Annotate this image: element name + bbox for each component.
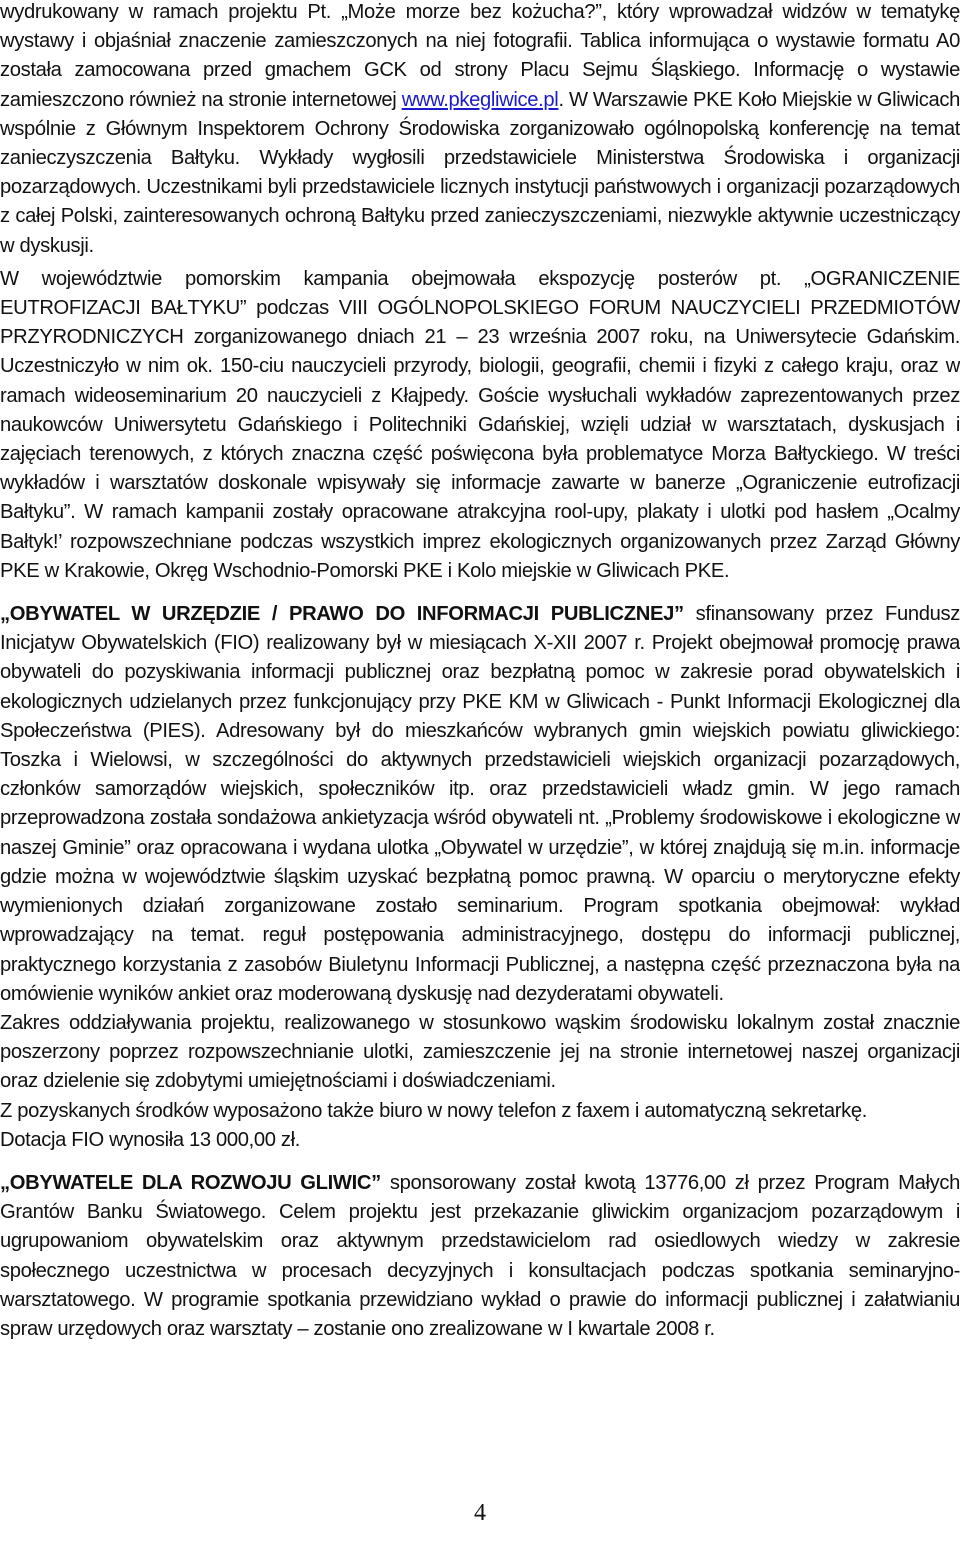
page-number: 4 <box>474 1500 486 1526</box>
paragraph-exhibition <box>0 0 960 261</box>
paragraph-text: sfinansowany przez Fundusz Inicjatyw Obywatelskich (FIO) realizowany był w miesiącach X-XII 2007 r. Projekt obejmował promocję prawa obywateli do pozyskiwania informacji publicznej oraz bezpłatną pomoc w zakresie porad obywatelskich i ekologicznych udzielanych przez funkcjonujący przy PKE KM w Gliwicach - Punkt Informacji Ekologicznej dla Społeczeństwa (PIES). Adresowany był do mieszkańców wybranych gmin wiejskich powiatu gliwickiego: Toszka i Wielowsi, w szczególności do aktywnych przedstawicieli wiejskich organizacji pozarządowych, członków samorządów wiejskich, społeczników itp. oraz przedstawicieli władz gmin. W jego ramach przeprowadzona została sondażowa ankietyzacja wśród obywateli nt. „Problemy środowiskowe i ekologiczne w naszej Gminie” oraz opracowana i wydana ulotka „Obywatel w urzędzie”, w której znajdują się m.in. informacje gdzie można w województwie śląskim uzyskać bezpłatną pomoc prawną. W oparciu o merytoryczne efekty wymienionych działań zorganizowane zostało seminarium. Program spotkania obejmował: wykład wprowadzający na temat. reguł postępowania administracyjnego, dostępu do informacji publicznej, praktycznego korzystania z zasobów Biuletynu Informacji Publicznej, a następna część przeznaczona była na omówienie wyników ankiet oraz moderowaną dyskusję nad dezyderatami obywateli. <box>0 603 960 1005</box>
paragraph-obywatel-w-urzedzie <box>0 600 960 1009</box>
paragraph-text: sponsorowany został kwotą 13776,00 zł przez Program Małych Grantów Banku Światowego. Celem projektu jest przekazanie gliwickim organizacjom pozarządowym i ugrupowaniom obywatelskim oraz aktywnym przedstawicielom rad osiedlowych wiedzy w zakresie społecznego uczestnictwa w procesach decyzyjnych i konsultacjach podczas spotkania seminaryjno-warsztatowego. W programie spotkania przewidziano wykład o prawie do informacji publicznej i załatwianiu spraw urzędowych oraz warsztaty – zostanie ono zrealizowane w I kwartale 2008 r. <box>0 1171 960 1340</box>
paragraph-text: . W Warszawie PKE Koło Miejskie w Gliwicach wspólnie z Głównym Inspektorem Ochrony Środowiska zorganizowało ogólnopolską konferencję na temat zanieczyszczenia Bałtyku. Wykłady wygłosili przedstawiciele Ministerstwa Środowiska i organizacji pozarządowych. Uczestnikami byli przedstawiciele licznych instytucji państwowych i organizacji pozarządowych z całej Polski, zainteresowanych ochroną Bałtyku przed zanieczyszczeniami, niezwykle aktywnie uczestniczący w dyskusji. <box>0 88 960 257</box>
project-heading: „OBYWATEL W URZĘDZIE / PRAWO DO INFORMACJI PUBLICZNEJ” <box>0 603 684 626</box>
paragraph-grant-amount: Dotacja FIO wynosiła 13 000,00 zł. <box>0 1128 301 1151</box>
paragraph-equipment: Z pozyskanych środków wyposażono także biuro w nowy telefon z faxem i automatyczną sekretarkę. <box>0 1099 867 1122</box>
website-link[interactable]: www.pkegliwice.pl <box>401 88 559 111</box>
paragraph-obywatele-dla-rozwoju <box>0 1169 960 1344</box>
paragraph-pomorskie: W województwie pomorskim kampania obejmowała ekspozycję posterów pt. „OGRANICZENIE EUTROFIZACJI BAŁTYKU” podczas VIII OGÓLNOPOLSKIEGO FORUM NAUCZYCIELI PRZEDMIOTÓW PRZYRODNICZYCH zorganizowanego dniach 21 – 23 września 2007 roku, na Uniwersytecie Gdańskim. Uczestniczyło w nim ok. 150-ciu nauczycieli przyrody, biologii, geografii, chemii i fizyki z całego kraju, oraz w ramach wideoseminarium 20 nauczycieli z Kłajpedy. Goście wysłuchali wykładów zaprezentowanych przez naukowców Uniwersytetu Gdańskiego i Politechniki Gdańskiej, wzięli udział w warsztatach, dyskusjach i zajęciach terenowych, z których znaczna część poświęcona była problematyce Morza Bałtyckiego. W treści wykładów i warsztatów doskonale wpisywały się informacje zawarte w banerze „Ograniczenie eutrofizacji Bałtyku”. W ramach kampanii zostały opracowane atrakcyjna rool-upy, plakaty i ulotki pod hasłem „Ocalmy Bałtyk!’ rozpowszechniane podczas wszystkich imprez ekologicznych organizowanych przez Zarząd Główny PKE w Krakowie, Okręg Wschodnio-Pomorski PKE i Kolo miejskie w Gliwicach PKE. <box>0 267 960 582</box>
paragraph-text: wydrukowany w ramach projektu Pt. „Może morze bez kożucha?”, który wprowadzał widzów w tematykę wystawy i objaśniał znaczenie zamieszczonych na niej fotografii. Tablica informująca o wystawie formatu A0 została zamocowana przed gmachem GCK od strony Placu Sejmu Śląskiego. Informację o wystawie zamieszczono również na stronie internetowej <box>0 1 960 111</box>
paragraph-scope: Zakres oddziaływania projektu, realizowanego w stosunkowo wąskim środowisku lokalnym został znacznie poszerzony poprzez rozpowszechnianie ulotki, zamieszczenie jej na stronie internetowej naszej organizacji oraz dzielenie się zdobytymi umiejętnościami i doświadczeniami. <box>0 1011 960 1093</box>
project-heading: „OBYWATELE DLA ROZWOJU GLIWIC” <box>0 1171 381 1194</box>
